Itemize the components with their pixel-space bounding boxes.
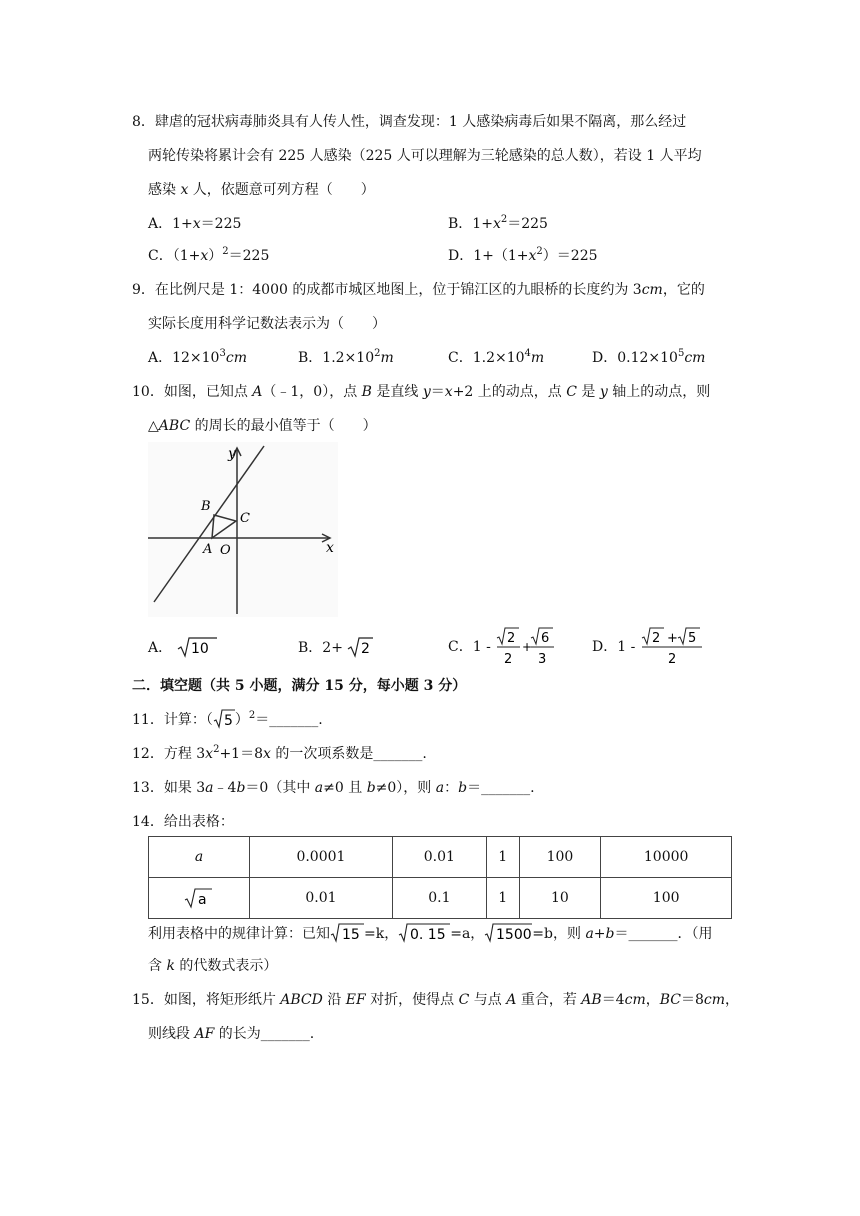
q9-line-1: 9．在比例尺是 1：4000 的成都市城区地图上，位于锦江区的九眼桥的长度约为 3cm，它的 <box>132 282 705 298</box>
table-row <box>149 837 732 878</box>
sqrt-icon <box>484 922 532 944</box>
q8-line-2: 两轮传染将累计会有 225 人感染（225 人可以理解为三轮感染的总人数），若设 1 人平均 <box>148 148 702 164</box>
svg-text:6: 6 <box>541 631 550 646</box>
q14-line-1: 利用表格中的规律计算：已知 15 =k， 0. 15 =a， 1500 =b，则 a+b＝_______．（用 <box>148 922 713 944</box>
svg-text:5: 5 <box>223 713 233 729</box>
q10-option-b: B．2+ 2 <box>298 636 373 658</box>
table-cell: 1 <box>486 837 519 878</box>
table-cell: 1 <box>486 878 519 919</box>
table-row <box>149 878 732 919</box>
q15-line-1: 15．如图，将矩形纸片 ABCD 沿 EF 对折，使得点 C 与点 A 重合，若 AB＝4cm，BC＝8cm， <box>132 992 740 1008</box>
section-heading: 二．填空题（共 5 小题，满分 15 分，每小题 3 分） <box>132 678 467 694</box>
svg-text:15: 15 <box>342 927 360 943</box>
table-cell: 10000 <box>601 837 732 878</box>
q11-line: 11．计算：（ 5 ）$^2$＝_______. <box>132 710 323 729</box>
q10-line-2: △ABC 的周长的最小值等于（ ） <box>148 418 377 434</box>
sqrt-icon <box>213 708 235 730</box>
svg-text:2: 2 <box>651 631 661 646</box>
table-cell: 0.01 <box>392 837 486 878</box>
label-o: O <box>220 543 231 558</box>
q9-option-a: A．$12\times 10^3cm$ <box>148 348 247 366</box>
fraction-expression <box>495 626 565 668</box>
svg-text:a: a <box>198 892 207 908</box>
table-cell: 100 <box>601 878 732 919</box>
svg-text:+: + <box>522 640 533 654</box>
q12-line: 12．方程 $3x^2+1=8x$ 的一次项系数是_______. <box>132 744 427 762</box>
fraction-expression <box>640 626 712 668</box>
svg-text:5: 5 <box>687 631 697 646</box>
svg-text:2: 2 <box>361 641 371 657</box>
label-a: A <box>203 542 213 557</box>
sqrt-icon <box>330 922 364 944</box>
q8-option-a: A．1+x＝225 <box>148 216 242 232</box>
q10-coordinate-figure <box>148 442 338 617</box>
svg-text:2: 2 <box>507 631 516 646</box>
table-cell: 10 <box>519 878 601 919</box>
svg-text:2: 2 <box>504 652 513 667</box>
sqrt-icon <box>398 922 450 944</box>
table-cell: a <box>149 837 250 878</box>
svg-text:3: 3 <box>538 652 547 667</box>
q8-option-c: C．$(1+x)^2=225$ <box>148 246 270 264</box>
q15-line-2: 则线段 AF 的长为_______. <box>148 1026 315 1042</box>
table-cell: 0.01 <box>250 878 393 919</box>
table-cell <box>149 878 250 919</box>
q8-option-b: B．$1+x^2=225$ <box>448 214 548 232</box>
table-cell: 0.1 <box>392 878 486 919</box>
label-b: B <box>201 499 211 514</box>
label-y: y <box>228 446 236 462</box>
sqrt-icon <box>177 636 217 658</box>
q9-option-b: B．$1.2\times 10^2m$ <box>298 348 394 366</box>
q8-option-d: D．$1+(1+x^2)=225$ <box>448 246 598 264</box>
svg-text:1500: 1500 <box>496 927 532 943</box>
q14-table <box>148 836 732 919</box>
q8-line-3: 感染 x 人，依题意可列方程（ ） <box>148 182 375 198</box>
sqrt-icon <box>184 887 214 909</box>
q13-line: 13．如果 3a﹣4b＝0（其中 a≠0 且 b≠0），则 a：b＝_______. <box>132 780 535 796</box>
q9-option-c: C．$1.2\times 10^4m$ <box>448 348 545 366</box>
q10-option-d: D．1 - 2 + 5 2 <box>592 626 712 668</box>
svg-text:2: 2 <box>667 652 677 667</box>
svg-text:10: 10 <box>190 641 209 657</box>
q8-line-1: 8．肆虐的冠状病毒肺炎具有人传人性，调查发现：1 人感染病毒后如果不隔离，那么经过 <box>132 114 687 130</box>
svg-text:0. 15: 0. 15 <box>410 927 446 943</box>
q10-line-1: 10．如图，已知点 A（﹣1，0），点 B 是直线 y＝x+2 上的动点，点 C 是 y 轴上的动点，则 <box>132 384 711 400</box>
q14-title: 14．给出表格： <box>132 814 234 830</box>
table-cell: 100 <box>519 837 601 878</box>
q10-option-c: C．1 - 2 2 + 6 3 <box>448 626 565 668</box>
q14-line-2: 含 k 的代数式表示） <box>148 958 278 974</box>
q10-option-a: A． 10 <box>148 636 217 658</box>
table-cell: 0.0001 <box>250 837 393 878</box>
label-c: C <box>240 511 250 526</box>
svg-text:+: + <box>666 631 678 646</box>
label-x: x <box>326 540 334 556</box>
q9-option-d: D．$0.12\times 10^5cm$ <box>592 348 706 366</box>
q9-line-2: 实际长度用科学记数法表示为（ ） <box>148 316 386 332</box>
sqrt-icon <box>347 636 373 658</box>
